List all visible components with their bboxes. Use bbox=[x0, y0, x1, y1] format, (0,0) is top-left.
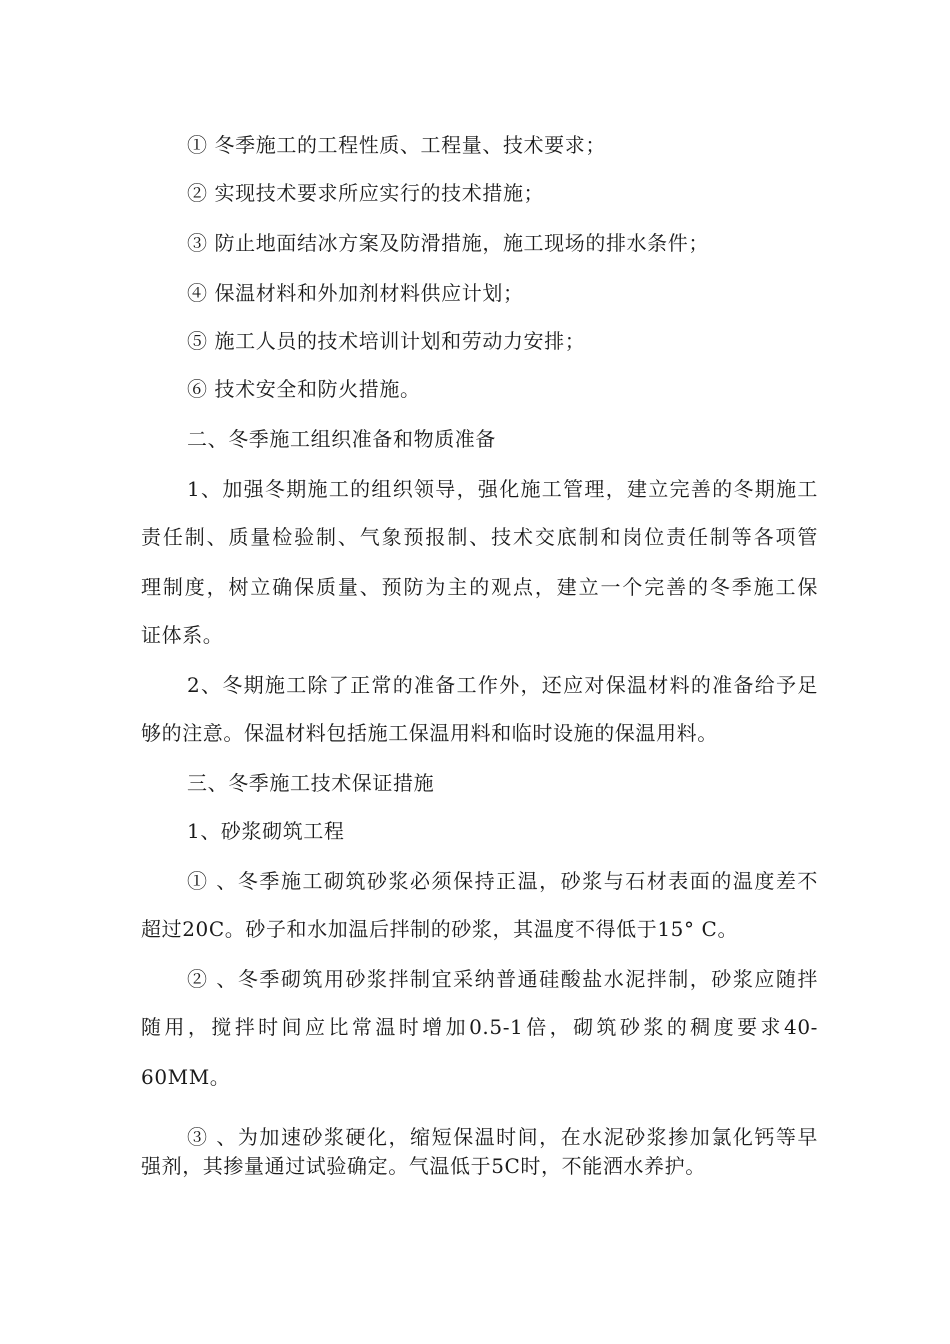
paragraph-line: ③ 、为加速砂浆硬化，缩短保温时间，在水泥砂浆掺加氯化钙等早 bbox=[187, 1125, 818, 1149]
list-item-6: ⑥ 技术安全和防火措施。 bbox=[187, 377, 421, 401]
list-item-5: ⑤ 施工人员的技术培训计划和劳动力安排； bbox=[187, 329, 586, 353]
paragraph-line: 证体系。 bbox=[141, 623, 224, 647]
paragraph-line: ② 、冬季砌筑用砂浆拌制宜采纳普通硅酸盐水泥拌制，砂浆应随拌 bbox=[187, 967, 818, 991]
paragraph-line: 超过20C。砂子和水加温后拌制的砂浆，其温度不得低于15° C。 bbox=[141, 917, 739, 941]
paragraph-line: 随用，搅拌时间应比常温时增加0.5-1倍，砌筑砂浆的稠度要求40- bbox=[141, 1015, 818, 1039]
paragraph-line: 1、加强冬期施工的组织领导，强化施工管理，建立完善的冬期施工 bbox=[187, 477, 818, 501]
paragraph-line: 责任制、质量检验制、气象预报制、技术交底制和岗位责任制等各项管 bbox=[141, 525, 818, 549]
subsection-heading: 1、砂浆砌筑工程 bbox=[187, 819, 345, 843]
list-item-4: ④ 保温材料和外加剂材料供应计划； bbox=[187, 281, 524, 305]
paragraph-line: 强剂，其掺量通过试验确定。气温低于5C时，不能洒水养护。 bbox=[141, 1154, 706, 1178]
paragraph-line: 60MM。 bbox=[141, 1065, 231, 1089]
list-item-1: ① 冬季施工的工程性质、工程量、技术要求； bbox=[187, 133, 606, 157]
list-item-3: ③ 防止地面结冰方案及防滑措施，施工现场的排水条件； bbox=[187, 231, 709, 255]
paragraph-line: 够的注意。保温材料包括施工保温用料和临时设施的保温用料。 bbox=[141, 721, 718, 745]
section-heading-2: 二、冬季施工组织准备和物质准备 bbox=[187, 427, 496, 451]
paragraph-line: 2、冬期施工除了正常的准备工作外，还应对保温材料的准备给予足 bbox=[187, 673, 818, 697]
list-item-2: ② 实现技术要求所应实行的技术措施； bbox=[187, 181, 545, 205]
paragraph-line: 理制度，树立确保质量、预防为主的观点，建立一个完善的冬季施工保 bbox=[141, 575, 818, 599]
paragraph-line: ① 、冬季施工砌筑砂浆必须保持正温，砂浆与石材表面的温度差不 bbox=[187, 869, 818, 893]
section-heading-3: 三、冬季施工技术保证措施 bbox=[187, 771, 435, 795]
